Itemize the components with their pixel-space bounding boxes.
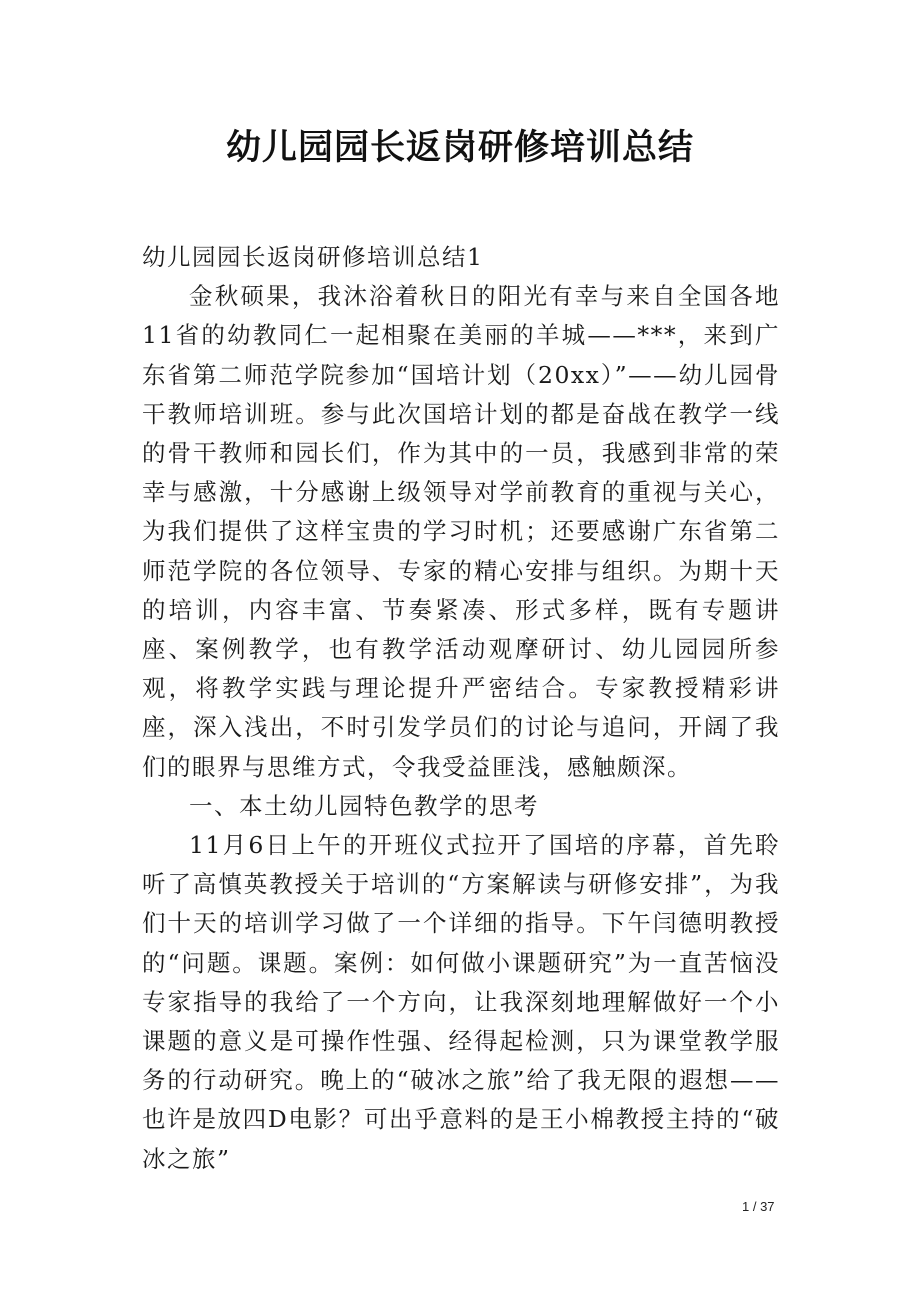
- section-subtitle: 幼儿园园长返岗研修培训总结1: [142, 243, 484, 271]
- page-number: 1 / 37: [742, 1199, 775, 1214]
- paragraph-opening-ceremony: 11月6日上午的开班仪式拉开了国培的序幕，首先聆听了高慎英教授关于培训的“方案解读与研修安排”，为我们十天的培训学习做了一个详细的指导。下午闫德明教授的“问题。课题。案例：如何做小课题研究”为一直苦恼没专家指导的我给了一个方向，让我深刻地理解做好一个小课题的意义是可操作性强、经得起检测，只为课堂教学服务的行动研究。晚上的“破冰之旅”给了我无限的遐想——也许是放四D电影？可出乎意料的是王小棉教授主持的“破冰之旅”: [142, 831, 780, 1173]
- document-body: [142, 238, 780, 1179]
- paragraph-intro: 金秋硕果，我沐浴着秋日的阳光有幸与来自全国各地11省的幼教同仁一起相聚在美丽的羊城——***，来到广东省第二师范学院参加“国培计划（20xx）”——幼儿园骨干教师培训班。参与此次国培计划的都是奋战在教学一线的骨干教师和园长们，作为其中的一员，我感到非常的荣幸与感激，十分感谢上级领导对学前教育的重视与关心，为我们提供了这样宝贵的学习时机；还要感谢广东省第二师范学院的各位领导、专家的精心安排与组织。为期十天的培训，内容丰富、节奏紧凑、形式多样，既有专题讲座、案例教学，也有教学活动观摩研讨、幼儿园园所参观，将教学实践与理论提升严密结合。专家教授精彩讲座，深入浅出，不时引发学员们的讨论与追问，开阔了我们的眼界与思维方式，令我受益匪浅，感触颇深。: [142, 282, 780, 781]
- document-title: 幼儿园园长返岗研修培训总结: [225, 128, 694, 168]
- section-heading: 一、本土幼儿园特色教学的思考: [189, 791, 539, 820]
